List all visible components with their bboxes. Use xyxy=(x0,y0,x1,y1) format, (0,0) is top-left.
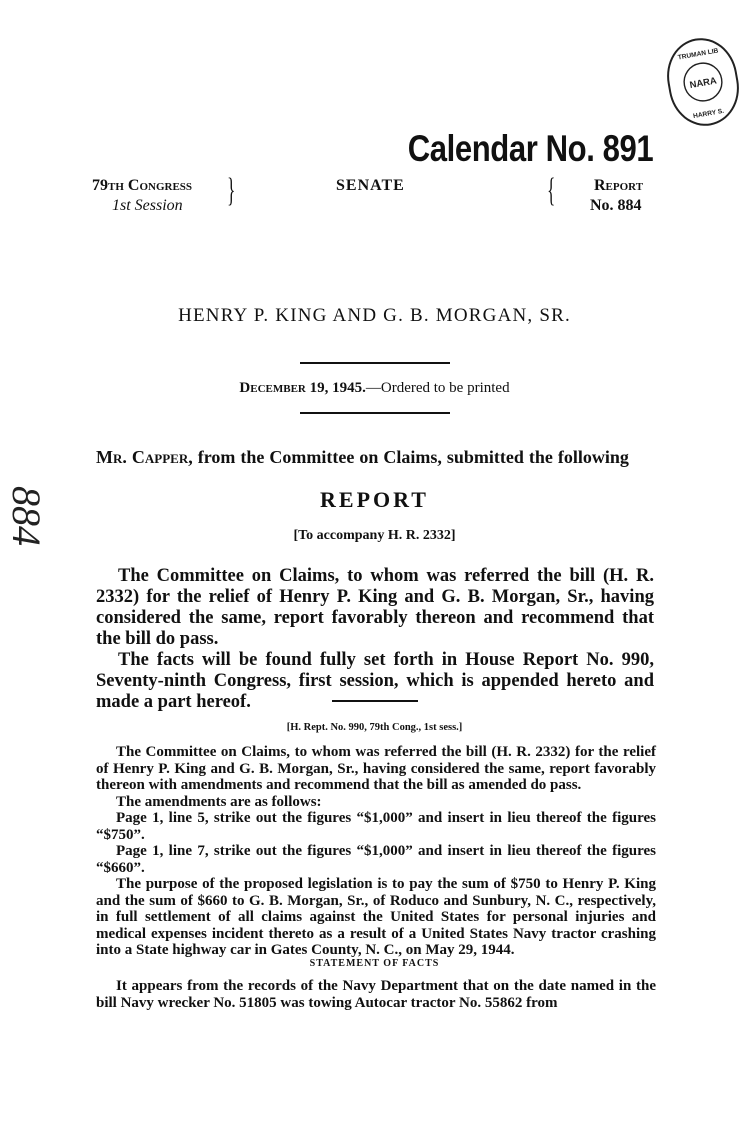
body-paragraph: The amendments are as follows: xyxy=(116,793,322,810)
order-text: —Ordered to be printed xyxy=(365,380,510,396)
house-report-reference: [H. Rept. No. 990, 79th Cong., 1st sess.] xyxy=(286,722,463,733)
divider-rule xyxy=(300,412,450,414)
body-paragraph: The facts will be found fully set forth in House Report No. 990, Seventy-ninth Congress, first session, which is appended hereto and made a part hereof. xyxy=(96,650,654,712)
submitted-by-line xyxy=(96,447,629,468)
report-number xyxy=(590,176,643,216)
svg-text:NARA: NARA xyxy=(688,74,718,91)
report-heading: REPORT xyxy=(320,487,429,512)
calendar-number: Calendar No. 891 xyxy=(407,128,653,169)
divider-rule xyxy=(332,700,418,702)
stamp-graphic xyxy=(663,35,743,129)
submitted-text: , from the Committee on Claims, submitted the following xyxy=(188,447,629,467)
accompany-line: [To accompany H. R. 2332] xyxy=(293,528,456,543)
report-label: Report xyxy=(594,177,644,194)
body-paragraph: The Committee on Claims, to whom was referred the bill (H. R. 2332) for the relief of Henry P. King and G. B. Morgan, Sr., having considered the same, report favorably thereon and recommend that the bill do pass. xyxy=(96,566,654,649)
body-paragraph: Page 1, line 5, strike out the figures “$1,000” and insert in lieu thereof the figures “$750”. xyxy=(96,810,656,843)
handwritten-number: 884 xyxy=(4,486,49,546)
congress-line: 79th Congress xyxy=(92,177,193,194)
body-paragraph: The Committee on Claims, to whom was referred the bill (H. R. 2332) for the relief of Henry P. King and G. B. Morgan, Sr., having considered the same, report favorably thereon with amendments and recommend that the bill as amended do pass. xyxy=(96,744,656,793)
session-line: 1st Session xyxy=(112,197,183,214)
left-brace: } xyxy=(227,172,236,209)
library-stamp xyxy=(661,33,745,132)
svg-text:HARRY S.: HARRY S. xyxy=(692,107,725,121)
senator-name: Mr. Capper xyxy=(96,447,189,467)
document-title: HENRY P. KING AND G. B. MORGAN, SR. xyxy=(178,305,571,326)
ordered-line xyxy=(0,380,749,397)
chamber-label: SENATE xyxy=(336,177,405,194)
house-report-body xyxy=(96,744,656,959)
divider-rule xyxy=(300,362,450,364)
statement-of-facts-heading: STATEMENT OF FACTS xyxy=(309,958,440,969)
report-no-line: No. 884 xyxy=(590,197,642,214)
right-brace: { xyxy=(547,172,556,209)
body-paragraph: Page 1, line 7, strike out the figures “$1,000” and insert in lieu thereof the figures “$660”. xyxy=(96,843,656,876)
order-date: December 19, 1945. xyxy=(239,380,366,396)
congress-session xyxy=(92,176,192,216)
body-paragraph: It appears from the records of the Navy Department that on the date named in the bill Navy wrecker No. 51805 was towing Autocar tractor No. 55862 from xyxy=(96,978,656,1011)
senate-report-body xyxy=(96,566,654,713)
body-paragraph: The purpose of the proposed legislation is to pay the sum of $750 to Henry P. King and the sum of $660 to G. B. Morgan, Sr., of Roduco and Sunbury, N. C., respectively, in full settlement of all claims against the United States for personal injuries and medical expenses incident thereto as a result of a United States Navy tractor crashing into a State highway car in Gates County, N. C., on May 29, 1944. xyxy=(96,876,656,958)
facts-body xyxy=(96,978,656,1011)
svg-text:TRUMAN LIB: TRUMAN LIB xyxy=(677,47,719,62)
